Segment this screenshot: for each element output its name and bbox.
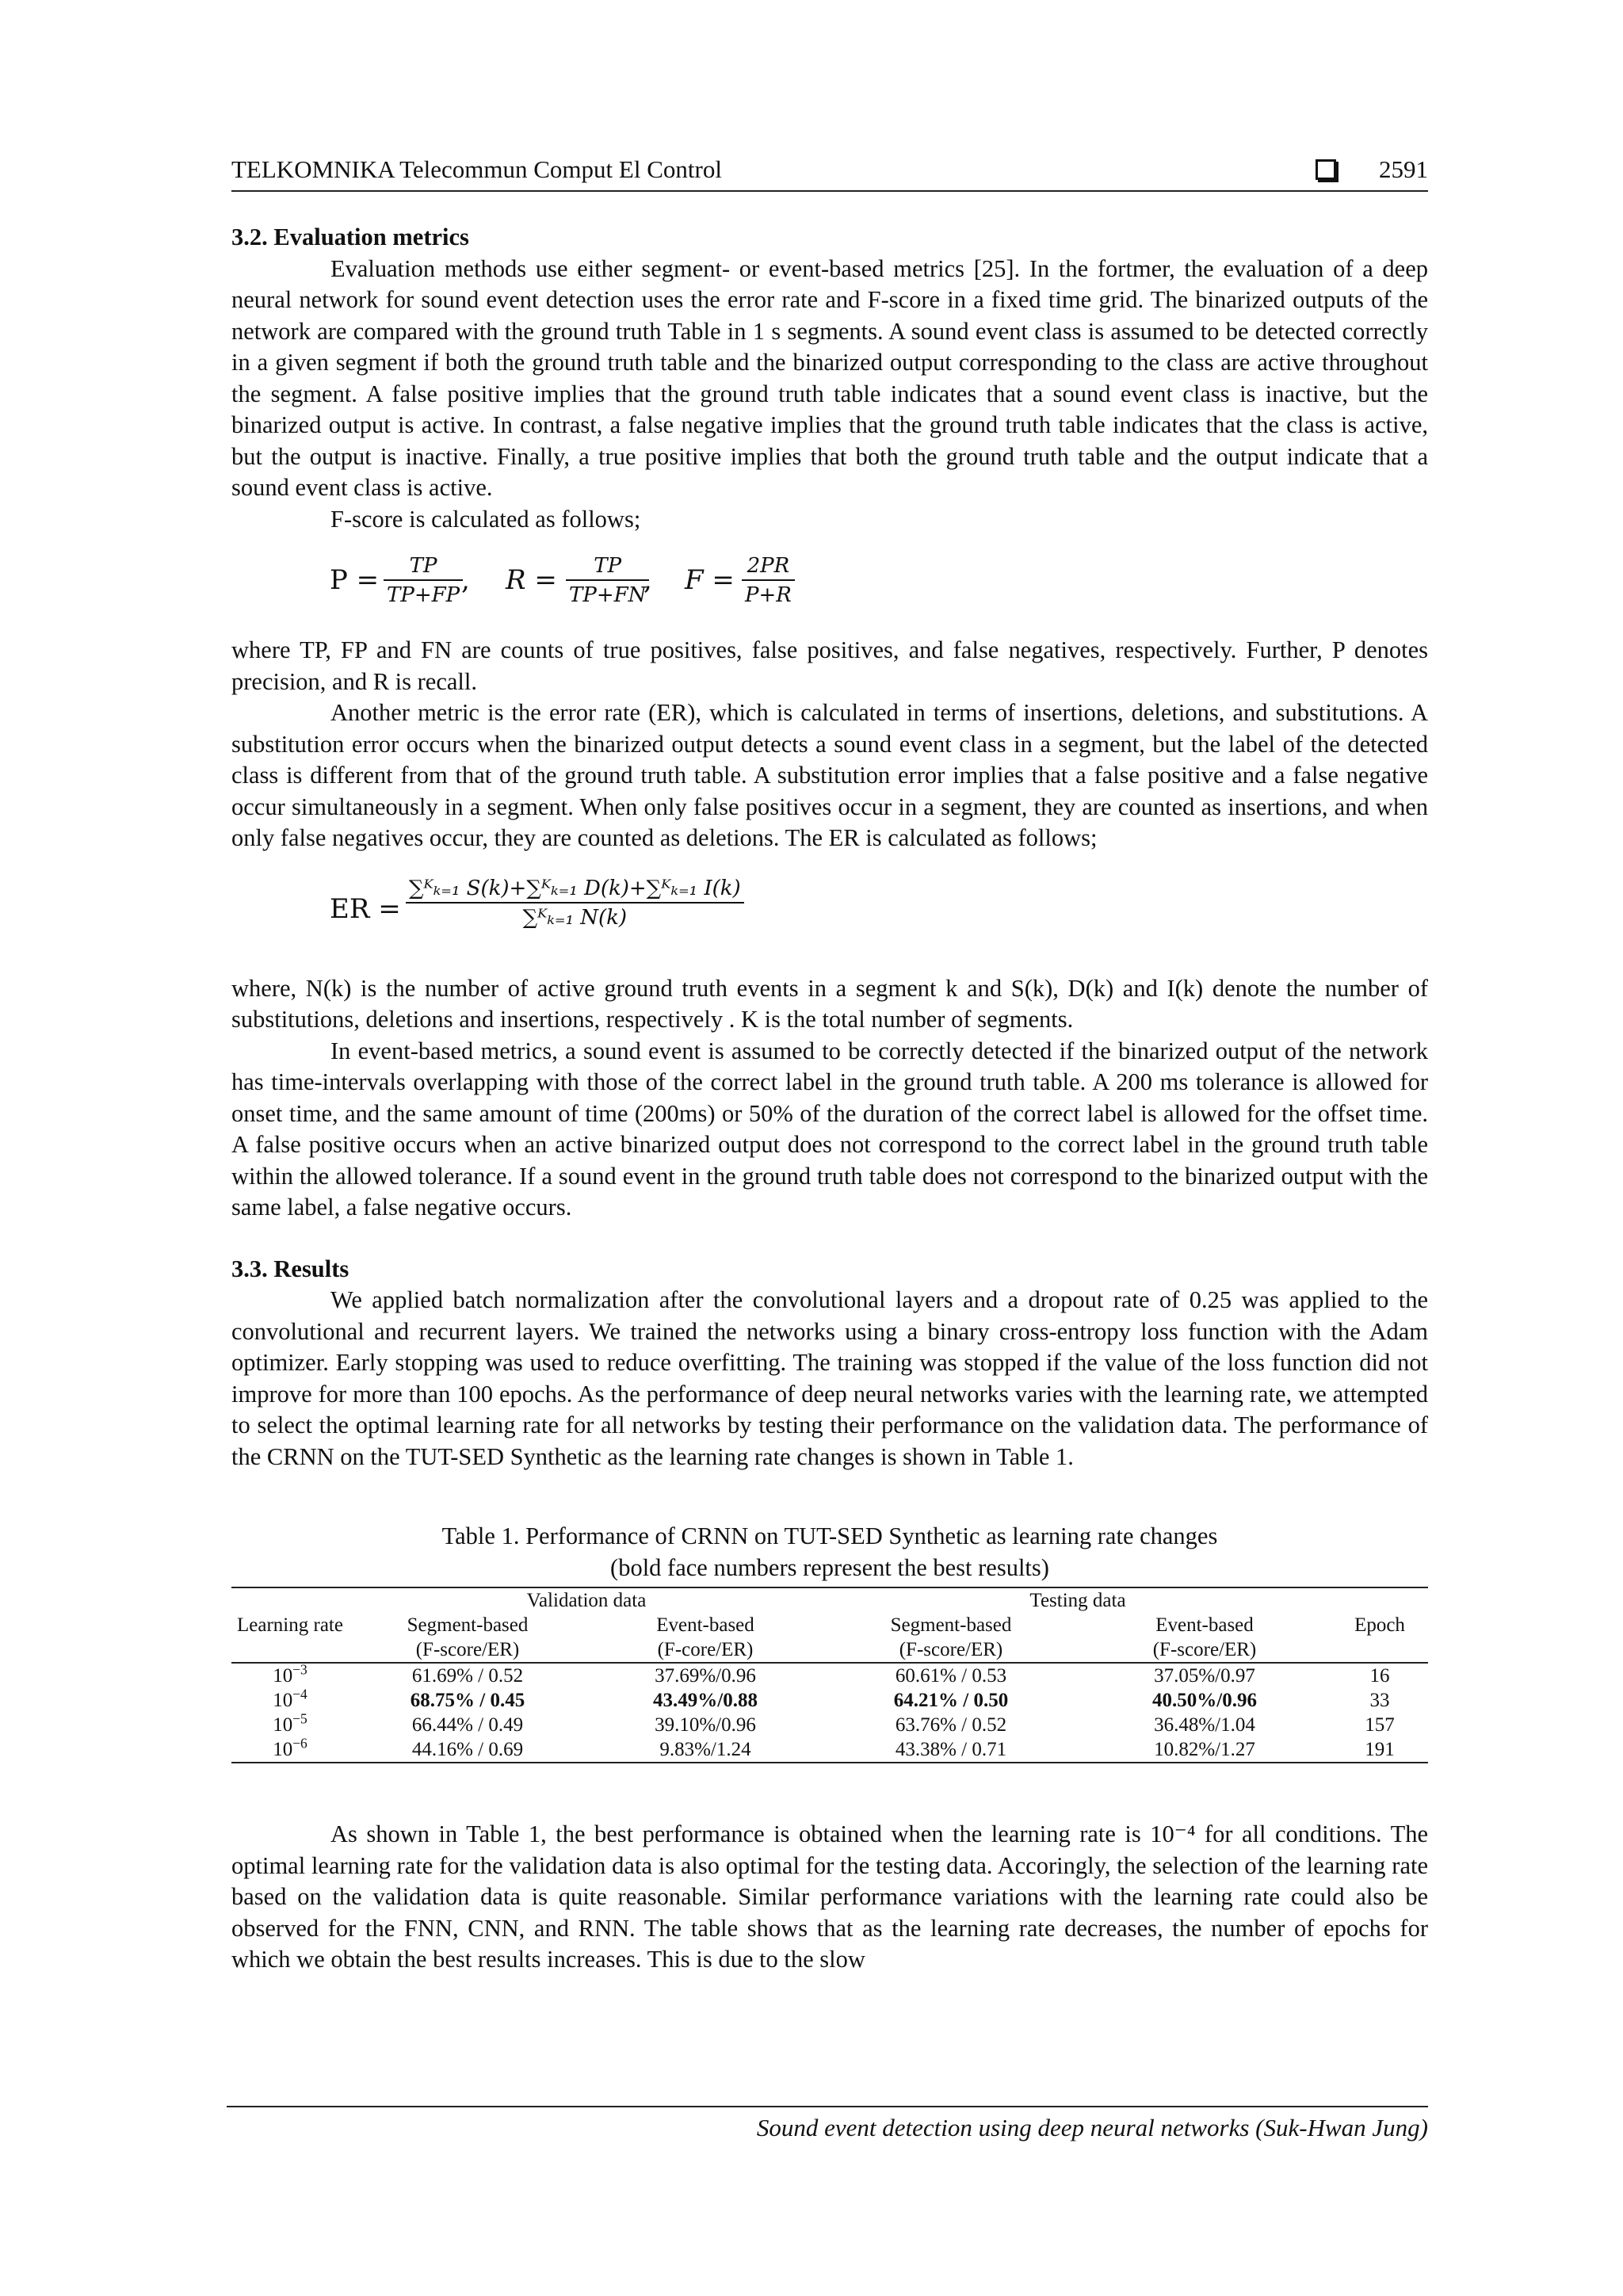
table-body [231,1663,1428,1763]
fraction-error-rate: $\frac{\text{∑ᴷₖ₌₁ S(k)+∑ᴷₖ₌₁ D(k)+∑ᴷₖ₌₁ I(k)}}{\text{∑ᴷₖ₌₁ N(k)}}$ [406,875,744,932]
val-seg-cell: 44.16% / 0.69 [349,1737,586,1763]
test-seg-cell: 43.38% / 0.71 [824,1737,1078,1763]
val-seg-cell: 68.75% / 0.45 [410,1690,525,1711]
table-caption: Table 1. Performance of CRNN on TUT-SED Synthetic as learning rate changes (bold face numbers represent the best results) [441,1522,1218,1581]
learning-rate-cell: $10^{-5}$ [273,1710,307,1736]
paragraph: In event-based metrics, a sound event is assumed to be correctly detected if the binarized output of the network has time-intervals overlapping with those of the correct label in the ground truth table. A 200 ms tolerance is allowed for onset time, and the same amount of time (200ms) or 50% of the duration of the correct label is allowed for the offset time. A false positive occurs when an active binarized output does not correspond to the correct label in the ground truth table within the allowed tolerance. If a sound event in the ground truth table does not correspond to the binarized output with the same label, a false negative occurs. [231,1037,1428,1221]
val-seg-cell: 61.69% / 0.52 [411,1665,524,1687]
paragraph: where TP, FP and FN are counts of true positives, false positives, and false negatives, respectively. Further, P denotes precision, and R is recall. [231,636,1428,695]
fraction-fscore: $\frac{2PR}{P+R}$ [742,552,795,609]
equation-lhs-p: P = [330,564,380,596]
column-header: Segment-based [890,1614,1012,1636]
learning-rate-cell: $10^{-6}$ [231,1737,349,1763]
column-subheader: (F-score/ER) [824,1637,1078,1663]
test-seg-cell: 64.21% / 0.50 [893,1690,1009,1711]
test-seg-cell: 63.76% / 0.52 [895,1714,1007,1736]
paragraph: where, N(k) is the number of active ground truth events in a segment k and S(k), D(k) and I(k) denote the number of substitutions, deletions and insertions, respectively . K is the total number of segments. [231,974,1428,1033]
table-row [231,1688,1428,1713]
epoch-cell: 33 [1369,1690,1390,1711]
paragraph: Evaluation methods use either segment- or event-based metrics [25]. In the fortmer, the evaluation of a deep neural network for sound event detection uses the error rate and F-score in a fixed time grid. The binarized outputs of the network are compared with the ground truth Table in 1 s segments. A sound event class is assumed to be detected correctly in a given segment if both the ground truth table and the binarized output corresponding to the class are active throughout the segment. A false positive implies that the ground truth table indicates that a sound event class is inactive, but the binarized output is active. In contrast, a false negative implies that the ground truth table indicates that the class is active, but the output is inactive. Finally, a true positive implies that both the ground truth table and the output indicate that a sound event class is active. [231,254,1428,501]
paragraph: F-score is calculated as follows; [330,505,641,533]
footer-title: Sound event detection using deep neural networks (Suk-Hwan Jung) [756,2114,1428,2141]
square-bullet-icon [1316,159,1336,180]
column-subheader: (F-core/ER) [586,1637,824,1663]
column-header: Segment-based [407,1614,529,1636]
column-subheader: (F-score/ER) [1078,1637,1331,1663]
test-evt-cell: 37.05%/0.97 [1154,1665,1255,1687]
body-content [231,222,1428,1976]
test-evt-cell: 40.50%/0.96 [1152,1690,1257,1711]
equation-fscore: P = $\frac{TP}{TP+FP}$ , R = $\frac{TP}{TP+FN}$ , F = $\frac{2PR}{P+R}$ [231,549,1428,624]
running-header [231,155,1428,192]
running-footer [227,2106,1428,2141]
table-row [231,1713,1428,1737]
group-header-testing: Testing data [824,1587,1331,1613]
column-subheader: (F-score/ER) [349,1637,586,1663]
results-table [231,1587,1428,1763]
val-evt-cell: 9.83%/1.24 [586,1737,824,1763]
epoch-cell: 16 [1369,1665,1390,1687]
val-seg-cell: 66.44% / 0.49 [411,1714,524,1736]
fraction-recall: $\frac{TP}{TP+FN}$ [566,552,649,609]
test-evt-cell: 10.82%/1.27 [1078,1737,1331,1763]
column-header-learning-rate: Learning rate [237,1614,343,1636]
equation-lhs-f: F = [685,564,735,596]
paragraph: As shown in Table 1, the best performance is obtained when the learning rate is 10⁻⁴ for all conditions. The optimal learning rate for the validation data is also optimal for the testing data. Accoringly, the selection of the learning rate based on the validation data is quite reasonable. Similar performance variations with the learning rate could also be observed for the FNN, CNN, and RNN. The table shows that as the learning rate decreases, the number of epochs for which we obtain the best results increases. This is due to the slow [231,1820,1428,1973]
column-header: Event-based [1155,1614,1254,1636]
paragraph: Another metric is the error rate (ER), which is calculated in terms of insertions, deletions, and substitutions. A substitution error occurs when the binarized output detects a sound event class in a segment, but the label of the detected class is different from that of the ground truth table. A substitution error implies that a false positive and a false negative occur simultaneously in a segment. When only false positives occur in a segment, they are counted as insertions, and when only false negatives occur, they are counted as deletions. The ER is calculated as follows; [231,699,1428,851]
section-heading-evaluation-metrics: 3.2. Evaluation metrics [231,223,469,250]
column-header: Event-based [656,1614,754,1636]
val-evt-cell: 43.49%/0.88 [653,1690,758,1711]
test-evt-cell: 36.48%/1.04 [1154,1714,1255,1736]
column-header-epoch: Epoch [1354,1614,1405,1636]
learning-rate-cell: $10^{-4}$ [273,1686,307,1711]
equation-error-rate: ER = $\frac{\text{∑ᴷₖ₌₁ S(k)+∑ᴷₖ₌₁ D(k)+∑ᴷₖ₌₁ I(k)}}{\text{∑ᴷₖ₌₁ N(k)}}$ [231,870,1428,953]
group-header-validation: Validation data [349,1587,824,1613]
epoch-cell: 191 [1331,1737,1428,1763]
val-evt-cell: 37.69%/0.96 [655,1665,756,1687]
test-seg-cell: 60.61% / 0.53 [895,1665,1007,1687]
epoch-cell: 157 [1365,1714,1395,1736]
table-row [231,1737,1428,1763]
journal-name: TELKOMNIKA Telecommun Comput El Control [231,155,722,183]
section-heading-results: 3.3. Results [231,1255,349,1282]
fraction-precision: $\frac{TP}{TP+FP}$ [384,552,463,609]
paragraph: We applied batch normalization after the convolutional layers and a dropout rate of 0.25 was applied to the convolutional and recurrent layers. We trained the networks using a binary cross-entropy loss function with the Adam optimizer. Early stopping was used to reduce overfitting. The training was stopped if the value of the loss function did not improve for more than 100 epochs. As the performance of deep neural networks varies with the learning rate, we attempted to select the optimal learning rate for all networks by testing their performance on the validation data. The performance of the CRNN on the TUT-SED Synthetic as the learning rate changes is shown in Table 1. [231,1286,1428,1470]
table-row [231,1663,1428,1688]
equation-lhs-r: R = [506,564,557,596]
val-evt-cell: 39.10%/0.96 [655,1714,756,1736]
learning-rate-cell: $10^{-3}$ [273,1661,307,1687]
page-number: 2591 [1379,155,1428,183]
